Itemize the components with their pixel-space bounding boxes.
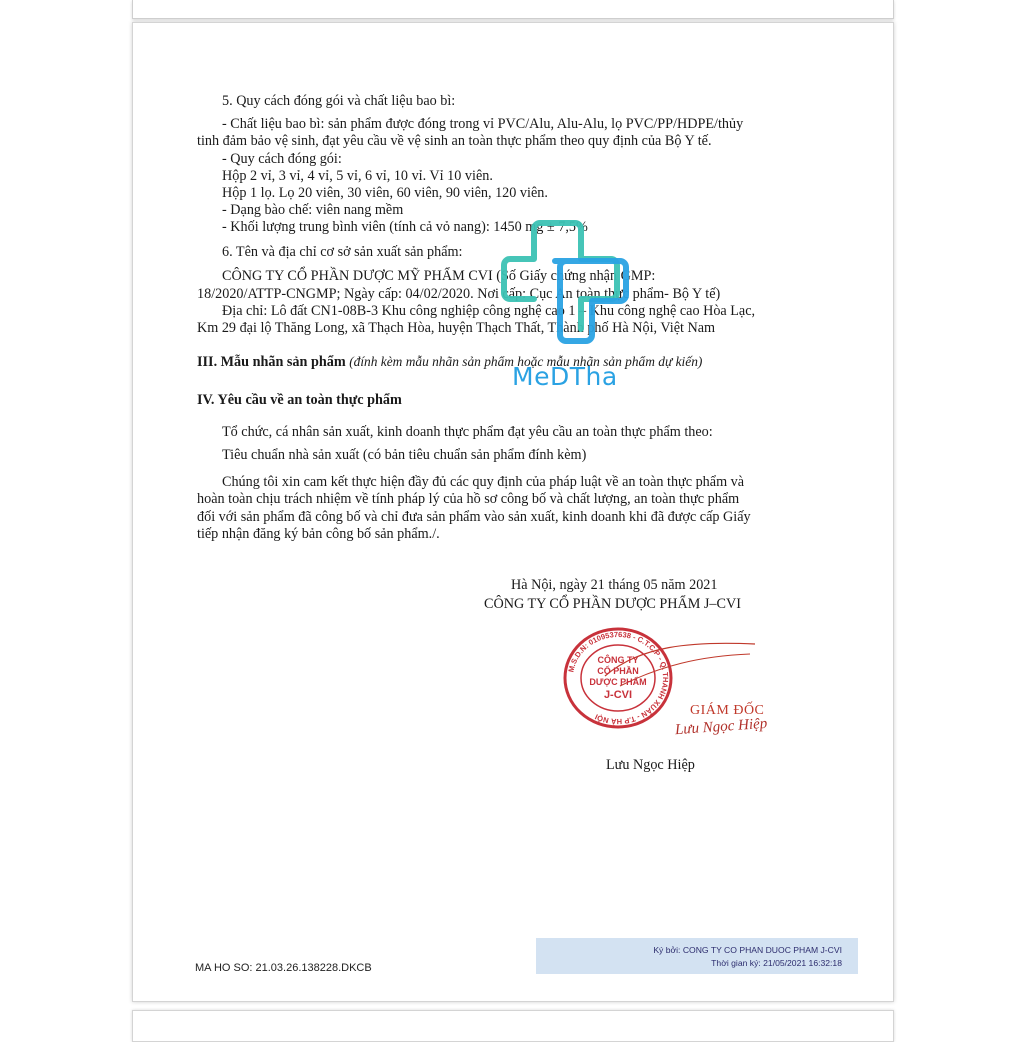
commitment-line-4: tiếp nhận đăng ký bản công bố sản phẩm./.	[197, 526, 440, 542]
digital-signature-box	[536, 938, 858, 974]
safety-line-2: Tiêu chuẩn nhà sản xuất (có bản tiêu chuẩn sản phẩm đính kèm)	[222, 447, 587, 463]
section4-heading: IV. Yêu cầu về an toàn thực phẩm	[197, 392, 402, 408]
signer-name: Lưu Ngọc Hiệp	[606, 757, 695, 773]
svg-text:M.S.D.N: 0109537638 - C.T.C.P: M.S.D.N: 0109537638 - C.T.C.P - Q. THANH XUÂN - T.P HÀ NỘI	[566, 629, 671, 727]
section6-heading: 6. Tên và địa chỉ cơ sở sản xuất sản phẩm:	[222, 244, 463, 260]
packing-box: Hộp 2 vỉ, 3 vỉ, 4 vỉ, 5 vỉ, 6 vỉ, 10 vỉ. Vỉ 10 viên.	[222, 168, 493, 184]
commitment-line-2: hoàn toàn chịu trách nhiệm về tính pháp lý của hồ sơ công bố và chất lượng, an toàn thực phẩm	[197, 491, 740, 507]
svg-text:J-CVI: J-CVI	[603, 689, 633, 701]
next-page-edge	[132, 1010, 894, 1042]
signing-company: CÔNG TY CỔ PHẦN DƯỢC PHẨM J–CVI	[484, 596, 741, 612]
watermark-text: MeDTha	[512, 362, 618, 391]
manufacturer-line-1: CÔNG TY CỔ PHẦN DƯỢC MỸ PHẨM CVI (Số Giấy chứng nhận GMP:	[222, 268, 656, 284]
address-line-1: Địa chỉ: Lô đất CN1-08B-3 Khu công nghiệp công nghệ cao 1 – Khu công nghệ cao Hòa Lạc,	[222, 303, 756, 319]
file-code: MA HO SO: 21.03.26.138228.DKCB	[195, 962, 372, 974]
section3-note: (đính kèm mẫu nhãn sản phẩm hoặc mẫu nhãn sản phẩm dự kiến)	[349, 354, 703, 369]
place-date: Hà Nội, ngày 21 tháng 05 năm 2021	[511, 577, 718, 593]
svg-text:CỔ PHẦN: CỔ PHẦN	[597, 666, 639, 676]
capsule-weight: - Khối lượng trung bình viên (tính cả vỏ nang): 1450 mg ± 7,5%	[222, 219, 588, 235]
section3-line	[197, 353, 702, 371]
safety-line-1: Tổ chức, cá nhân sản xuất, kinh doanh thực phẩm đạt yêu cầu an toàn thực phẩm theo:	[222, 424, 713, 440]
company-seal-stamp	[562, 626, 674, 730]
handwritten-signature: Lưu Ngọc Hiệp	[674, 715, 768, 739]
packing-bottle: Hộp 1 lọ. Lọ 20 viên, 30 viên, 60 viên, 90 viên, 120 viên.	[222, 185, 548, 201]
signed-time: Thời gian ký: 21/05/2021 16:32:18	[711, 958, 842, 968]
section5-heading: 5. Quy cách đóng gói và chất liệu bao bì:	[222, 93, 456, 109]
material-line-2: tinh đảm bảo vệ sinh, đạt yêu cầu về vệ sinh an toàn thực phẩm theo quy định của Bộ Y tế.	[197, 133, 712, 149]
dosage-form: - Dạng bào chế: viên nang mềm	[222, 202, 404, 218]
commitment-line-1: Chúng tôi xin cam kết thực hiện đầy đủ các quy định của pháp luật về an toàn thực phẩm và	[222, 474, 745, 490]
packing-label: - Quy cách đóng gói:	[222, 151, 342, 167]
material-line-1: - Chất liệu bao bì: sản phẩm được đóng trong vỉ PVC/Alu, Alu-Alu, lọ PVC/PP/HDPE/thủy	[222, 116, 744, 132]
svg-text:DƯỢC PHẨM: DƯỢC PHẨM	[589, 677, 647, 687]
svg-text:CÔNG TY: CÔNG TY	[597, 655, 639, 665]
address-line-2: Km 29 đại lộ Thăng Long, xã Thạch Hòa, huyện Thạch Thất, Thành phố Hà Nội, Việt Nam	[197, 320, 716, 336]
director-title: GIÁM ĐỐC	[690, 703, 765, 718]
previous-page-edge	[132, 0, 894, 19]
medtha-cross-logo	[500, 215, 635, 355]
manufacturer-line-2: 18/2020/ATTP-CNGMP; Ngày cấp: 04/02/2020. Nơi cấp: Cục An toàn thực phẩm- Bộ Y tế)	[197, 286, 721, 302]
section3-heading: III. Mẫu nhãn sản phẩm	[197, 354, 346, 370]
signed-by: Ký bởi: CONG TY CO PHAN DUOC PHAM J-CVI	[653, 945, 842, 955]
commitment-line-3: đối với sản phẩm đã công bố và chỉ đưa sản phẩm vào sản xuất, kinh doanh khi đã được cấp Giấy	[197, 509, 751, 525]
